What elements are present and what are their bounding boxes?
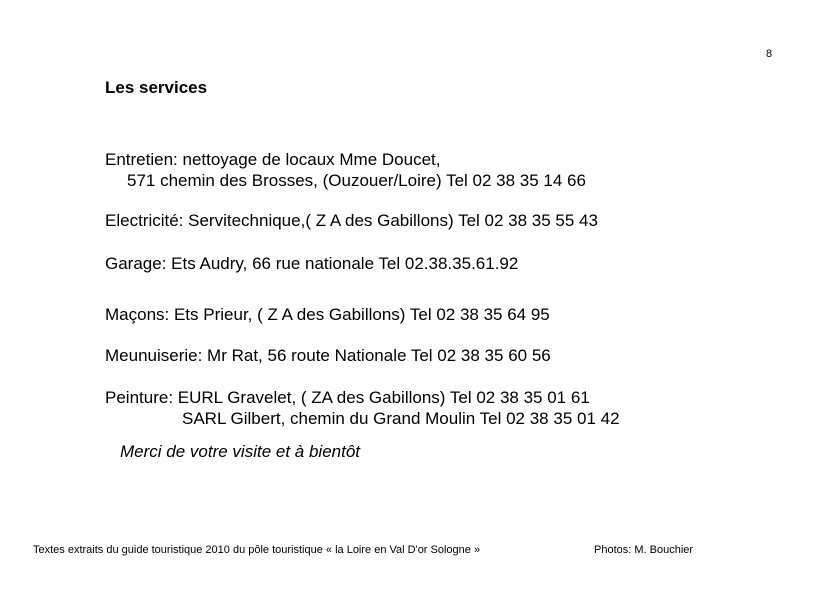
service-menuiserie: Meunuiserie: Mr Rat, 56 route Nationale Tel 02 38 35 60 56	[105, 346, 551, 365]
footer-photos: Photos: M. Bouchier	[594, 544, 694, 556]
service-peinture-second: SARL Gilbert, chemin du Grand Moulin Tel 02 38 35 01 42	[182, 409, 620, 428]
service-entretien-address: 571 chemin des Brosses, (Ouzouer/Loire) Tel 02 38 35 14 66	[127, 171, 586, 190]
page-title: Les services	[105, 78, 208, 97]
footer-source: Textes extraits du guide touristique 2010 du pôle touristique « la Loire en Val D'or Sologne »	[33, 544, 481, 556]
service-peinture: Peinture: EURL Gravelet, ( ZA des Gabillons) Tel 02 38 35 01 61	[105, 388, 590, 407]
service-macons: Maçons: Ets Prieur, ( Z A des Gabillons) Tel 02 38 35 64 95	[105, 305, 550, 324]
service-electricite: Electricité: Servitechnique,( Z A des Gabillons) Tel 02 38 35 55 43	[105, 211, 598, 230]
service-entretien: Entretien: nettoyage de locaux Mme Doucet,	[105, 150, 441, 169]
service-garage: Garage: Ets Audry, 66 rue nationale Tel 02.38.35.61.92	[105, 254, 519, 273]
page-number: 8	[766, 48, 773, 60]
closing-message: Merci de votre visite et à bientôt	[120, 442, 361, 461]
